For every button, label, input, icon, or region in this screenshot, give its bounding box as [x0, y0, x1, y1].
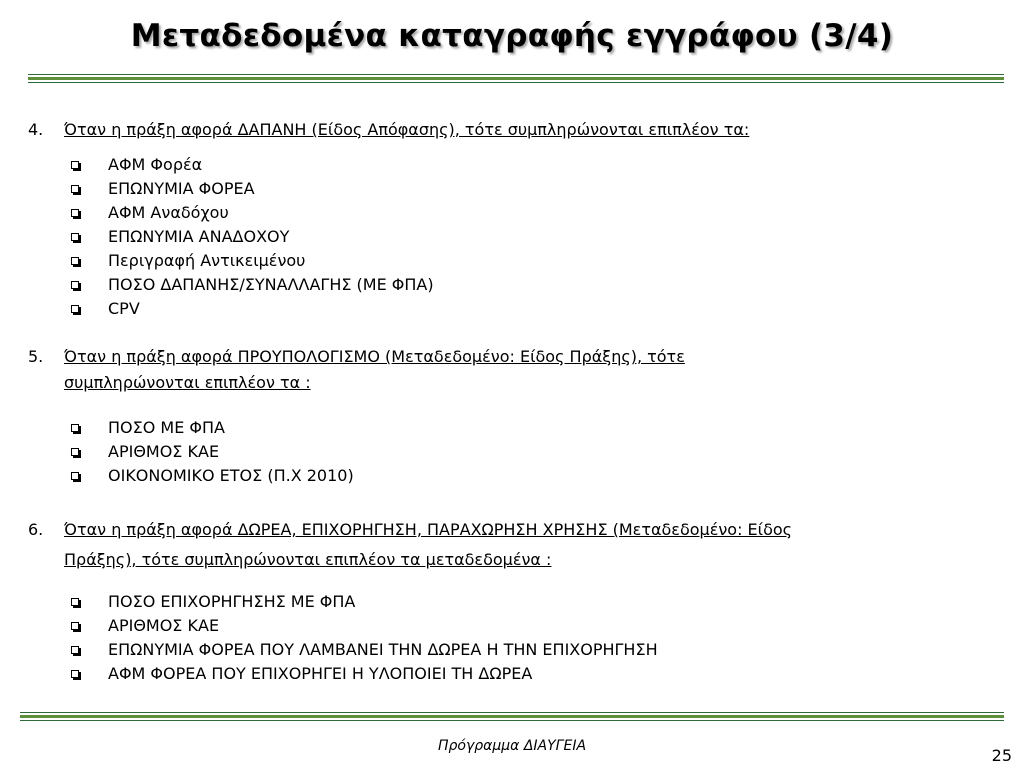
list-item-label: ΑΦΜ ΦΟΡΕΑ ΠΟΥ ΕΠΙΧΟΡΗΓΕΙ Η ΥΛΟΠΟΙΕΙ ΤΗ ΔΩΡΕΑ: [108, 664, 533, 683]
list-item: [70, 638, 658, 662]
list-item-label: ΑΡΙΘΜΟΣ ΚΑΕ: [108, 616, 220, 635]
list-item: [70, 225, 434, 249]
section-4-list: [70, 153, 434, 321]
checkbox-bullet-icon: [71, 281, 79, 289]
bottom-rule-thin-2: [20, 720, 1004, 721]
list-item: [70, 297, 434, 321]
checkbox-bullet-icon: [71, 622, 79, 630]
top-rule-thin-2: [28, 82, 1004, 83]
list-item: [70, 153, 434, 177]
checkbox-bullet-icon: [71, 305, 79, 313]
checkbox-bullet-icon: [71, 185, 79, 193]
list-item: [70, 249, 434, 273]
top-rule-thick: [28, 77, 1004, 80]
section-5-list: [70, 416, 354, 488]
list-item-label: ΕΠΩΝΥΜΙΑ ΦΟΡΕΑ ΠΟΥ ΛΑΜΒΑΝΕΙ ΤΗΝ ΔΩΡΕΑ Η ΤΗΝ ΕΠΙΧΟΡΗΓΗΣΗ: [108, 640, 658, 659]
list-item-label: ΕΠΩΝΥΜΙΑ ΑΝΑΔΟΧΟΥ: [108, 227, 290, 246]
checkbox-bullet-icon: [71, 448, 79, 456]
bottom-rule-thin-1: [20, 712, 1004, 713]
list-item: [70, 416, 354, 440]
page-number: 25: [991, 746, 1012, 765]
list-item: [70, 201, 434, 225]
section-5-number: 5.: [28, 347, 44, 366]
section-5-heading-line-1: Όταν η πράξη αφορά ΠΡΟΥΠΟΛΟΓΙΣΜΟ (Μεταδεδομένο: Είδος Πράξης), τότε: [64, 347, 685, 366]
checkbox-bullet-icon: [71, 598, 79, 606]
checkbox-bullet-icon: [71, 424, 79, 432]
footer-text: Πρόγραμμα ΔΙΑΥΓΕΙΑ: [437, 738, 587, 754]
list-item: [70, 662, 658, 686]
list-item-label: ΠΟΣΟ ΔΑΠΑΝΗΣ/ΣΥΝΑΛΛΑΓΗΣ (ΜΕ ΦΠΑ): [108, 275, 434, 294]
list-item-label: ΕΠΩΝΥΜΙΑ ΦΟΡΕΑ: [108, 179, 255, 198]
list-item: [70, 440, 354, 464]
list-item-label: Περιγραφή Αντικειμένου: [108, 251, 306, 270]
list-item: [70, 273, 434, 297]
list-item-label: CPV: [108, 299, 140, 318]
section-5-heading-line-2: συμπληρώνονται επιπλέον τα :: [64, 373, 311, 392]
checkbox-bullet-icon: [71, 233, 79, 241]
checkbox-bullet-icon: [71, 161, 79, 169]
checkbox-bullet-icon: [71, 472, 79, 480]
list-item-label: ΑΦΜ Αναδόχου: [108, 203, 229, 222]
list-item: [70, 464, 354, 488]
section-4-number: 4.: [28, 120, 44, 139]
section-6-heading-line-2: Πράξης), τότε συμπληρώνονται επιπλέον τα μεταδεδομένα :: [64, 550, 552, 569]
list-item-label: ΠΟΣΟ ΜΕ ΦΠΑ: [108, 418, 225, 437]
list-item-label: ΠΟΣΟ ΕΠΙΧΟΡΗΓΗΣΗΣ ΜΕ ΦΠΑ: [108, 592, 356, 611]
section-6-heading-line-1: Όταν η πράξη αφορά ΔΩΡΕΑ, ΕΠΙΧΟΡΗΓΗΣΗ, ΠΑΡΑΧΩΡΗΣΗ ΧΡΗΣΗΣ (Μεταδεδομένο: Είδος: [64, 520, 793, 539]
checkbox-bullet-icon: [71, 209, 79, 217]
bottom-rule-thick: [20, 715, 1004, 718]
list-item-label: ΟΙΚΟΝΟΜΙΚΟ ΕΤΟΣ (Π.Χ 2010): [108, 466, 354, 485]
list-item: [70, 614, 658, 638]
section-6-list: [70, 590, 658, 686]
checkbox-bullet-icon: [71, 670, 79, 678]
checkbox-bullet-icon: [71, 257, 79, 265]
list-item: [70, 177, 434, 201]
top-rule-thin-1: [28, 74, 1004, 75]
slide-title: Μεταδεδομένα καταγραφής εγγράφου (3/4): [130, 18, 894, 54]
list-item-label: ΑΡΙΘΜΟΣ ΚΑΕ: [108, 442, 220, 461]
section-6-number: 6.: [28, 520, 44, 539]
checkbox-bullet-icon: [71, 646, 79, 654]
list-item-label: ΑΦΜ Φορέα: [108, 155, 203, 174]
section-4-heading-line-1: Όταν η πράξη αφορά ΔΑΠΑΝΗ (Είδος Απόφασης), τότε συμπληρώνονται επιπλέον τα:: [64, 120, 750, 139]
list-item: [70, 590, 658, 614]
